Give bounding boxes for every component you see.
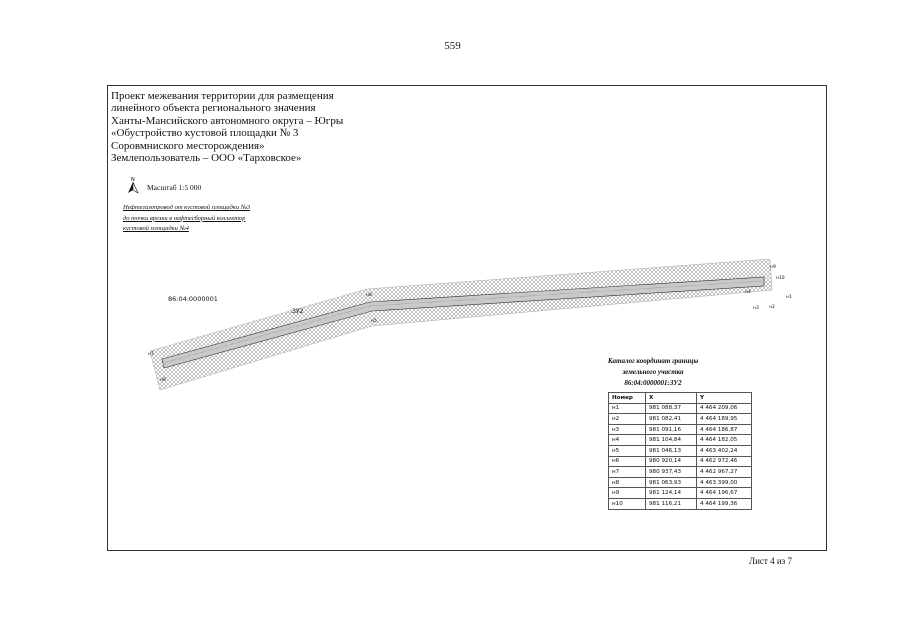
table-cell: 4 464 209,06: [697, 403, 752, 414]
point-label: н6: [160, 378, 166, 383]
table-cell: 980 920,14: [646, 456, 697, 467]
table-row: [609, 498, 752, 509]
table-cell: 981 116,21: [646, 498, 697, 509]
table-header-row: [609, 393, 752, 404]
map-scale: Масштаб 1:5 000: [147, 183, 202, 192]
column-header: X: [646, 393, 697, 404]
coordinates-table: [608, 392, 752, 510]
table-cell: н7: [609, 467, 646, 478]
catalog-title-line: 86:04:0000001:ЗУ2: [624, 379, 682, 387]
sheet-number: Лист 4 из 7: [749, 556, 792, 566]
catalog-title-line: Каталог координат границы: [607, 357, 699, 365]
page-number: 559: [444, 40, 461, 52]
catalog-title: [594, 356, 712, 389]
table-cell: 981 082,41: [646, 414, 697, 425]
point-label: н5: [371, 319, 377, 324]
table-cell: н1: [609, 403, 646, 414]
table-cell: 981 063,93: [646, 477, 697, 488]
table-row: [609, 414, 752, 425]
point-label: н4: [745, 290, 751, 295]
column-header: Номер: [609, 393, 646, 404]
table-cell: н9: [609, 488, 646, 499]
table-cell: 4 464 186,87: [697, 424, 752, 435]
point-label: н3: [753, 306, 759, 311]
table-cell: 4 463 399,00: [697, 477, 752, 488]
table-row: [609, 456, 752, 467]
table-cell: 4 464 196,67: [697, 488, 752, 499]
table-cell: 4 464 182,05: [697, 435, 752, 446]
point-label: н2: [769, 305, 775, 310]
table-cell: 981 046,13: [646, 445, 697, 456]
point-label: н7: [148, 352, 154, 357]
table-cell: 4 463 402,24: [697, 445, 752, 456]
title-line: Землепользователь – ООО «Тарховское»: [111, 152, 302, 165]
table-cell: 981 104,84: [646, 435, 697, 446]
description-line: кустовой площадки №4: [123, 225, 189, 232]
title-line: «Обустройство кустовой площадки № 3: [111, 127, 299, 140]
point-label: н1: [786, 295, 792, 300]
table-cell: н5: [609, 445, 646, 456]
column-header: Y: [697, 393, 752, 404]
title-line: линейного объекта регионального значения: [111, 102, 316, 115]
table-cell: 4 464 199,36: [697, 498, 752, 509]
table-cell: н2: [609, 414, 646, 425]
description-line: до точки врезки в нефтесборный коллектор: [123, 214, 246, 222]
table-cell: н8: [609, 477, 646, 488]
table-row: [609, 445, 752, 456]
table-row: [609, 403, 752, 414]
table-cell: 4 462 972,46: [697, 456, 752, 467]
table-cell: н3: [609, 424, 646, 435]
table-row: [609, 424, 752, 435]
north-label: N: [131, 177, 135, 183]
cadastral-block-label: 86:04:0000001: [168, 295, 218, 303]
title-line: Проект межевания территории для размещения: [111, 90, 334, 102]
description-line: Нефтегазопровод от кустовой площадки №3: [123, 204, 251, 211]
table-cell: 4 464 189,95: [697, 414, 752, 425]
table-row: [609, 435, 752, 446]
point-label: н10: [776, 276, 785, 281]
catalog-title-line: земельного участка: [622, 368, 684, 376]
table-cell: н10: [609, 498, 646, 509]
table-cell: 980 937,43: [646, 467, 697, 478]
table-row: [609, 477, 752, 488]
table-cell: н6: [609, 456, 646, 467]
parcel-label: :ЗУ2: [290, 308, 304, 315]
table-cell: 981 088,37: [646, 403, 697, 414]
table-cell: 981 091,16: [646, 424, 697, 435]
point-label: н8: [366, 293, 372, 298]
title-line: Ханты-Мансийского автономного округа – Югры: [111, 114, 344, 127]
table-cell: н4: [609, 435, 646, 446]
table-row: [609, 488, 752, 499]
table-cell: 981 124,14: [646, 488, 697, 499]
title-line: Соровмниского месторождения»: [111, 139, 265, 152]
table-row: [609, 467, 752, 478]
table-cell: 4 462 967,27: [697, 467, 752, 478]
point-label: н9: [770, 265, 776, 270]
